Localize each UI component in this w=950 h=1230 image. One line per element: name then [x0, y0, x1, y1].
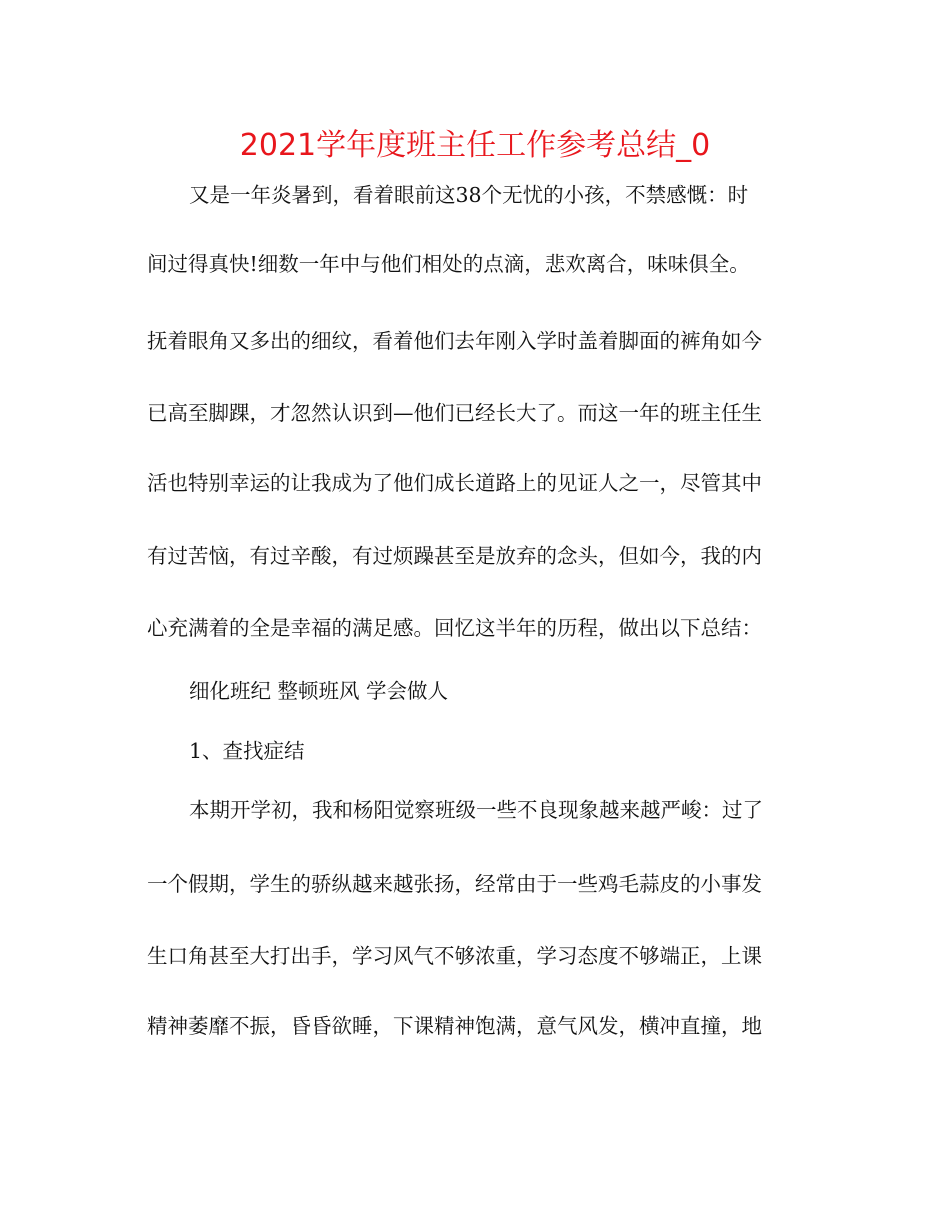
- subsection-heading: 1、查找症结: [189, 739, 305, 763]
- paragraph-line: 生口角甚至大打出手，学习风气不够浓重，学习态度不够端正，上课: [147, 944, 762, 968]
- paragraph-line: 又是一年炎暑到，看着眼前这38个无忧的小孩，不禁感慨：时: [189, 183, 749, 207]
- paragraph-line: 本期开学初，我和杨阳觉察班级一些不良现象越来越严峻：过了: [189, 798, 763, 822]
- section-heading: 细化班纪 整顿班风 学会做人: [189, 679, 449, 703]
- paragraph-line: 抚着眼角又多出的细纹，看着他们去年刚入学时盖着脚面的裤角如今: [147, 329, 762, 353]
- paragraph-line: 活也特别幸运的让我成为了他们成长道路上的见证人之一，尽管其中: [147, 471, 762, 495]
- paragraph-line: 精神萎靡不振，昏昏欲睡，下课精神饱满，意气风发，横冲直撞，地: [147, 1014, 762, 1038]
- paragraph-line: 已高至脚踝，才忽然认识到—他们已经长大了。而这一年的班主任生: [147, 401, 762, 425]
- paragraph-line: 一个假期，学生的骄纵越来越张扬，经常由于一些鸡毛蒜皮的小事发: [147, 872, 762, 896]
- paragraph-line: 有过苦恼，有过辛酸，有过烦躁甚至是放弃的念头，但如今，我的内: [147, 544, 762, 568]
- document-title: 2021学年度班主任工作参考总结_0: [239, 128, 711, 163]
- paragraph-line: 间过得真快!细数一年中与他们相处的点滴，悲欢离合，味味俱全。: [147, 252, 750, 276]
- paragraph-line: 心充满着的全是幸福的满足感。回忆这半年的历程，做出以下总结：: [147, 616, 762, 640]
